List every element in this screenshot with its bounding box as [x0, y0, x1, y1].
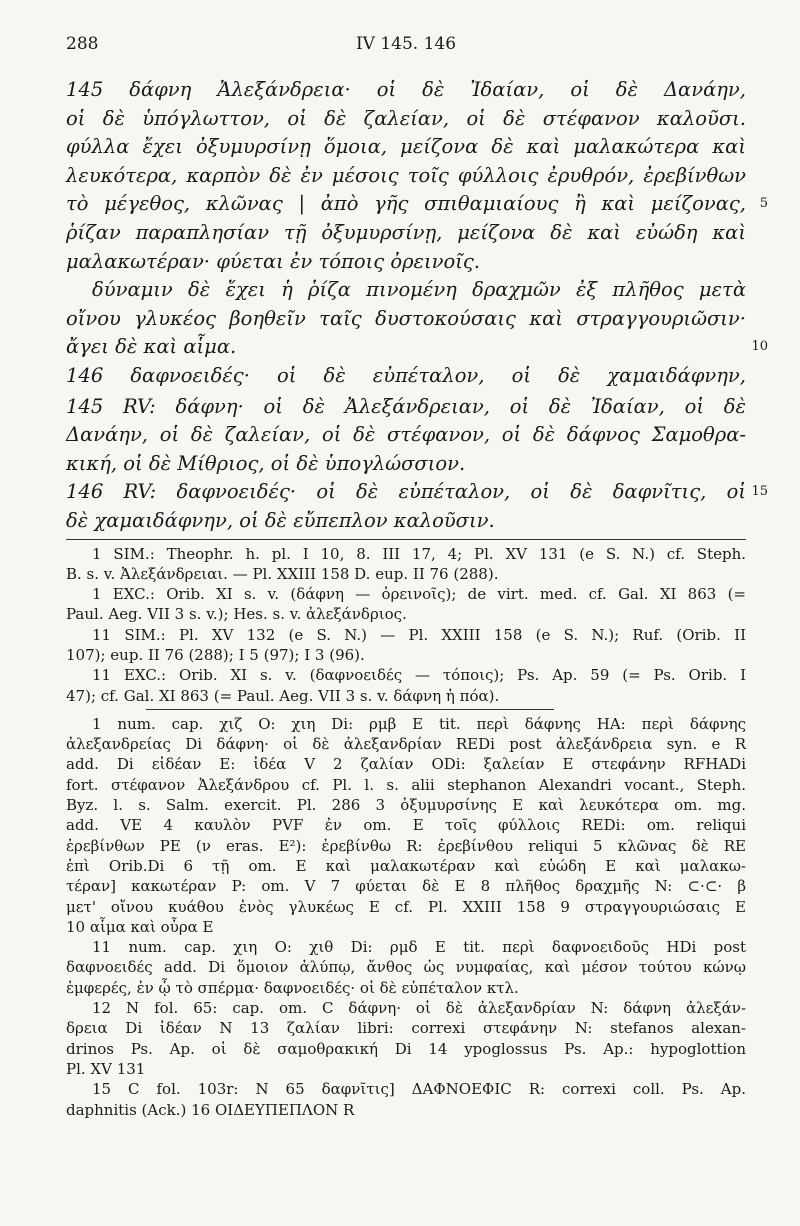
page-number: 288 — [66, 34, 99, 54]
apparatus-line-text: add. VE 4 καυλὸν PVF ἐν om. E τοῖς φύλλοις REDi: om. reliqui — [66, 816, 746, 835]
apparatus-line — [66, 856, 746, 876]
apparatus-line — [66, 734, 746, 754]
text-line — [66, 333, 768, 362]
rv-line-text: δὲ χαμαιδάφνην, οἱ δὲ εὔπεπλον καλοῦσιν. — [66, 508, 495, 532]
apparatus-line-text: add. Di εἰδέαν E: ἰδέα V 2 ζαλίαν ODi: ξαλείαν E στεφάνην RFHADi — [66, 755, 746, 774]
page — [66, 34, 768, 1120]
apparatus-line — [66, 957, 746, 977]
apparatus-line-text: 11 num. cap. χιη O: χιθ Di: ρμδ E tit. περὶ δαφνοειδοῦς HDi post — [92, 938, 746, 957]
running-head: IV 145. 146 — [355, 34, 457, 54]
apparatus-line-text: ἀλεξανδρείας Di δάφνη· οἱ δὲ ἀλεξανδρίαν REDi post ἀλεξάνδρεια syn. e R — [66, 735, 746, 754]
apparatus-line — [66, 917, 746, 937]
text-line-text: τὸ μέγεθος, κλῶνας | ἀπὸ γῆς σπιθαμιαίους ἢ καὶ μείζονας, — [66, 192, 746, 216]
apparatus-line — [66, 978, 746, 998]
apparatus-line-text: Pl. XV 131 — [66, 1059, 146, 1078]
testimonia-line — [66, 645, 746, 665]
apparatus-line-text: μετ' οἴνου κυάθου ἑνὸς γλυκέως E cf. Pl. XXIII 158 9 στραγγουριώσαις E — [66, 897, 746, 916]
apparatus-line — [66, 937, 746, 957]
rv-line — [66, 478, 768, 507]
divider-testimonia — [66, 539, 746, 540]
text-line — [66, 162, 746, 191]
testimonia-line-text: Paul. Aeg. VII 3 s. v.); Hes. s. v. ἀλεξάνδριος. — [66, 605, 407, 624]
text-line-text: φύλλα ἔχει ὀξυμυρσίνῃ ὅμοια, μείζονα δὲ καὶ μαλακώτερα καὶ — [66, 135, 746, 159]
testimonia-line-text: 1 EXC.: Orib. XI s. v. (δάφνη — ὀρεινοῖς); de virt. med. cf. Gal. XI 863 (= — [92, 585, 746, 604]
apparatus-line — [66, 1039, 746, 1059]
text-line — [66, 219, 746, 248]
rv-line — [66, 421, 746, 450]
apparatus-line-text: daphnitis (Ack.) 16 ΟΙΔΕΥΠΕΠΛΟΝ R — [66, 1100, 355, 1119]
apparatus-line — [66, 1079, 746, 1099]
rv-line-text: Δανάην, οἱ δὲ ζαλείαν, οἱ δὲ στέφανον, οἱ δὲ δάφνος Σαμοθρα- — [66, 423, 746, 447]
testimonia-line-text: 11 EXC.: Orib. XI s. v. (δαφνοειδές — τόποις); Ps. Ap. 59 (= Ps. Orib. I — [92, 666, 746, 685]
apparatus-line-text: ἐμφερές, ἐν ᾧ τὸ σπέρμα· δαφνοειδές· οἱ δὲ εὐπέταλον κτλ. — [66, 978, 519, 997]
rv-line — [66, 450, 746, 479]
line-number: 5 — [759, 196, 768, 212]
divider-apparatus — [146, 709, 554, 710]
text-line — [66, 133, 746, 162]
apparatus-line — [66, 754, 746, 774]
rv-line-text: κική, οἱ δὲ Μίθριος, οἱ δὲ ὑπογλώσσιον. — [66, 451, 466, 475]
text-line-text: λευκότερα, καρπὸν δὲ ἐν μέσοις τοῖς φύλλοις ἐρυθρόν, ἐρεβίνθων — [66, 163, 746, 187]
text-line-text: 146 δαφνοειδές· οἱ δὲ εὐπέταλον, οἱ δὲ χαμαιδάφνην, — [66, 363, 746, 387]
apparatus-line-text: 10 αἷμα καὶ οὖρα E — [66, 917, 214, 936]
testimonia-line — [66, 544, 746, 564]
line-number: 10 — [751, 339, 768, 355]
rv-line-text: 145 RV: δάφνη· οἱ δὲ Ἀλεξάνδρειαν, οἱ δὲ Ἰδαίαν, οἱ δὲ — [66, 394, 746, 418]
testimonia-line — [66, 665, 746, 685]
text-line-text: μαλακωτέραν· φύεται ἐν τόποις ὀρεινοῖς. — [66, 249, 481, 273]
apparatus-line-text: δαφνοειδές add. Di ὅμοιον ἀλύπῳ, ἄνθος ὡς νυμφαίας, καὶ μέσον τούτου κώνῳ — [66, 958, 746, 977]
apparatus-line — [66, 1100, 746, 1120]
text-line-text: οἱ δὲ ὑπόγλωττον, οἱ δὲ ζαλείαν, οἱ δὲ στέφανον καλοῦσι. — [66, 106, 746, 130]
apparatus-line — [66, 1018, 746, 1038]
apparatus-line — [66, 815, 746, 835]
text-line-text: οἴνου γλυκέος βοηθεῖν ταῖς δυστοκούσαις καὶ στραγγουριῶσιν· — [66, 306, 746, 330]
page-header — [66, 34, 746, 64]
main-text — [66, 76, 768, 391]
apparatus-line-text: δρεια Di ἰδέαν N 13 ζαλίαν libri: correxi στεφάνην N: stefanos alexan- — [66, 1019, 746, 1038]
rv-line — [66, 507, 746, 536]
text-line — [66, 276, 746, 305]
apparatus-criticus — [66, 714, 746, 1120]
apparatus-line — [66, 897, 746, 917]
text-line — [66, 105, 746, 134]
apparatus-line-text: Byz. l. s. Salm. exercit. Pl. 286 3 ὀξυμυρσίνης E καὶ λευκότερα om. mg. — [66, 796, 746, 815]
testimonia-line-text: 1 SIM.: Theophr. h. pl. I 10, 8. III 17, 4; Pl. XV 131 (e S. N.) cf. Steph. — [92, 544, 746, 563]
testimonia-line-text: B. s. v. Ἀλεξάνδρειαι. — Pl. XXIII 158 D. eup. II 76 (288). — [66, 564, 499, 583]
apparatus-line — [66, 998, 746, 1018]
testimonia-line-text: 11 SIM.: Pl. XV 132 (e S. N.) — Pl. XXIII 158 (e S. N.); Ruf. (Orib. II — [92, 625, 746, 644]
apparatus-line — [66, 775, 746, 795]
text-line — [66, 305, 746, 334]
testimonia-line-text: 107); eup. II 76 (288); I 5 (97); I 3 (96). — [66, 645, 365, 664]
rv-line-text: 146 RV: δαφνοειδές· οἱ δὲ εὐπέταλον, οἱ δὲ δαφνῖτις, οἱ — [66, 480, 746, 504]
text-line — [66, 362, 746, 391]
rv-line — [66, 393, 746, 422]
apparatus-line-text: 15 C fol. 103r: N 65 δαφνῖτις] ΔΑΦΝΟΕΦΙC R: correxi coll. Ps. Ap. — [92, 1080, 746, 1099]
apparatus-line-text: ἐπὶ Orib.Di 6 τῇ om. E καὶ μαλακωτέραν καὶ εὐώδη E καὶ μαλακω- — [66, 856, 746, 875]
apparatus-line-text: τέραν] κακωτέραν P: om. V 7 φύεται δὲ E 8 πλῆθος δραχμῆς N: ⊂·⊂· β — [66, 877, 746, 896]
text-line-text: ῥίζαν παραπλησίαν τῇ ὀξυμυρσίνῃ, μείζονα δὲ καὶ εὐώδη καὶ — [66, 220, 746, 244]
text-line — [66, 76, 746, 105]
testimonia-line — [66, 604, 746, 624]
apparatus-line — [66, 795, 746, 815]
text-line — [66, 190, 768, 219]
apparatus-line-text: drinos Ps. Ap. οἱ δὲ σαμοθρακική Di 14 ypoglossus Ps. Ap.: hypoglottion — [66, 1039, 746, 1058]
apparatus-line — [66, 836, 746, 856]
apparatus-line-text: fort. στέφανον Ἀλεξάνδρου cf. Pl. l. s. alii stephanon Alexandri vocant., Steph. — [66, 775, 746, 794]
text-line — [66, 248, 746, 277]
apparatus-line-text: ἐρεβίνθων PE (ν eras. E²): ἐρεβίνθω R: ἐρεβίνθου reliqui 5 κλῶνας δὲ RE — [66, 836, 746, 855]
testimonia-line-text: 47); cf. Gal. XI 863 (= Paul. Aeg. VII 3 s. v. δάφνη ἡ πόα). — [66, 686, 500, 705]
testimonia-line — [66, 564, 746, 584]
testimonia-line — [66, 625, 746, 645]
testimonia — [66, 544, 746, 706]
apparatus-line — [66, 1059, 746, 1079]
apparatus-line-text: 1 num. cap. χιζ O: χιη Di: ρμβ E tit. περὶ δάφνης HA: περὶ δάφνης — [92, 714, 746, 733]
text-line-text: δύναμιν δὲ ἔχει ἡ ῥίζα πινομένη δραχμῶν ἐξ πλῆθος μετὰ — [92, 278, 746, 302]
testimonia-line — [66, 584, 746, 604]
apparatus-line-text: 12 N fol. 65: cap. om. C δάφνη· οἱ δὲ ἀλεξανδρίαν N: δάφνη ἀλεξάν- — [92, 999, 746, 1018]
text-line-text: 145 δάφνη Ἀλεξάνδρεια· οἱ δὲ Ἰδαίαν, οἱ δὲ Δανάην, — [66, 78, 746, 101]
testimonia-line — [66, 686, 746, 706]
rv-text — [66, 393, 768, 536]
apparatus-line — [66, 876, 746, 896]
text-line-text: ἄγει δὲ καὶ αἷμα. — [66, 335, 237, 359]
apparatus-line — [66, 714, 746, 734]
line-number: 15 — [751, 484, 768, 500]
